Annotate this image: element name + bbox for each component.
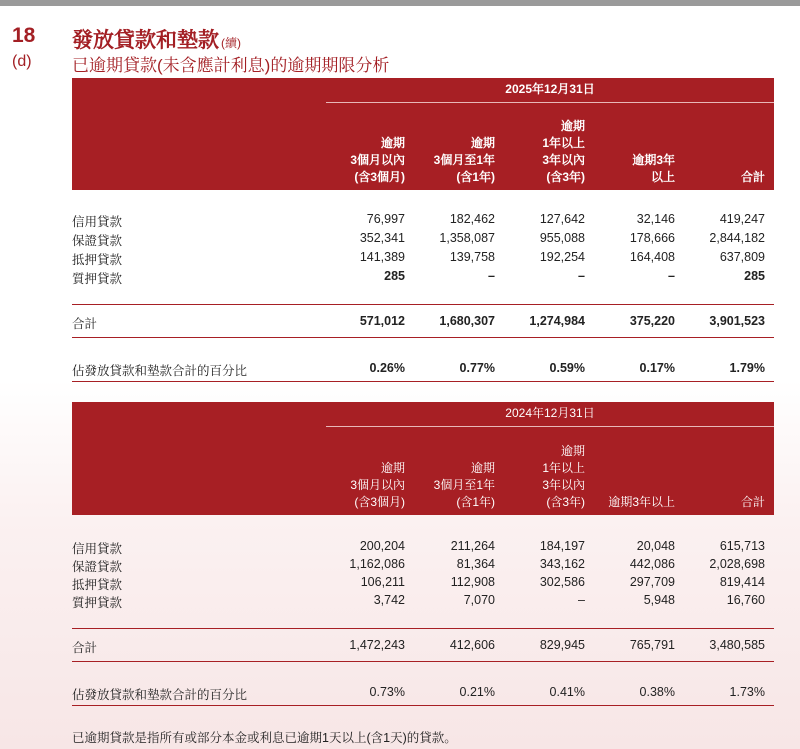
subsection-title: 已逾期貸款(未含應計利息)的逾期期限分析 (72, 56, 390, 75)
table-row: 信用貸款 76,997 182,462 127,642 32,146 419,247 (72, 212, 765, 229)
col-header-3m-1y: 逾期 3個月至1年 (含1年) (433, 136, 495, 184)
table-row: 保證貸款 1,162,086 81,364 343,162 442,086 2,028,698 (72, 557, 765, 574)
row-label: 信用貸款 (72, 215, 123, 229)
col-header-over-3y: 逾期3年以上 (608, 495, 675, 509)
table-row: 抵押貸款 106,211 112,908 302,586 297,709 819,414 (72, 575, 765, 592)
row-label: 質押貸款 (72, 272, 123, 286)
table-row: 質押貸款 285 – – – 285 (72, 269, 765, 286)
table-row: 保證貸款 352,341 1,358,087 955,088 178,666 2,844,182 (72, 231, 765, 248)
table-2024-header (72, 402, 774, 515)
top-bar (0, 0, 800, 6)
table-2024-date: 2024年12月31日 (505, 406, 595, 420)
table-row: 信用貸款 200,204 211,264 184,197 20,048 615,713 (72, 539, 765, 556)
row-label: 保證貸款 (72, 560, 123, 574)
total-label: 合計 (72, 317, 98, 331)
col-header-total: 合計 (740, 495, 765, 509)
divider (72, 661, 774, 662)
row-label: 質押貸款 (72, 596, 123, 610)
table-2025-header (72, 78, 774, 190)
col-header-over-3y: 逾期3年 以上 (632, 153, 675, 184)
footnote: 已逾期貸款是指所有或部分本金或利息已逾期1天以上(含1天)的貸款。 (72, 731, 457, 745)
percentage-label: 佔發放貸款和墊款合計的百分比 (72, 688, 248, 702)
divider (72, 628, 774, 629)
row-label: 抵押貸款 (72, 253, 123, 267)
row-label: 保證貸款 (72, 234, 123, 248)
divider (72, 381, 774, 382)
section-number: 18 (12, 24, 36, 47)
col-header-3m-1y: 逾期 3個月至1年 (含1年) (433, 461, 495, 509)
percentage-row: 佔發放貸款和墊款合計的百分比 0.26% 0.77% 0.59% 0.17% 1.79% (72, 361, 765, 378)
col-header-1y-3y: 逾期 1年以上 3年以內 (含3年) (542, 119, 585, 184)
col-header-1y-3y: 逾期 1年以上 3年以內 (含3年) (542, 444, 585, 509)
col-header-within-3m: 逾期 3個月以內 (含3個月) (350, 136, 405, 184)
table-row: 抵押貸款 141,389 139,758 192,254 164,408 637,809 (72, 250, 765, 267)
row-label: 抵押貸款 (72, 578, 123, 592)
divider (72, 337, 774, 338)
divider (72, 304, 774, 305)
divider (72, 705, 774, 706)
table-row: 質押貸款 3,742 7,070 – 5,948 16,760 (72, 593, 765, 610)
table-2025-date: 2025年12月31日 (505, 82, 595, 96)
subsection-number: (d) (12, 53, 32, 70)
col-header-within-3m: 逾期 3個月以內 (含3個月) (350, 461, 405, 509)
header-divider (326, 426, 774, 427)
percentage-row: 佔發放貸款和墊款合計的百分比 0.73% 0.21% 0.41% 0.38% 1.73% (72, 685, 765, 702)
row-label: 信用貸款 (72, 542, 123, 556)
percentage-label: 佔發放貸款和墊款合計的百分比 (72, 364, 248, 378)
col-header-total: 合計 (740, 170, 765, 184)
continued-note: (續) (221, 36, 241, 50)
total-row: 合計 1,472,243 412,606 829,945 765,791 3,480,585 (72, 638, 765, 655)
total-row: 合計 571,012 1,680,307 1,274,984 375,220 3,901,523 (72, 314, 765, 331)
total-label: 合計 (72, 641, 98, 655)
header-divider (326, 102, 774, 103)
section-title: 發放貸款和墊款 (續) (72, 29, 241, 52)
